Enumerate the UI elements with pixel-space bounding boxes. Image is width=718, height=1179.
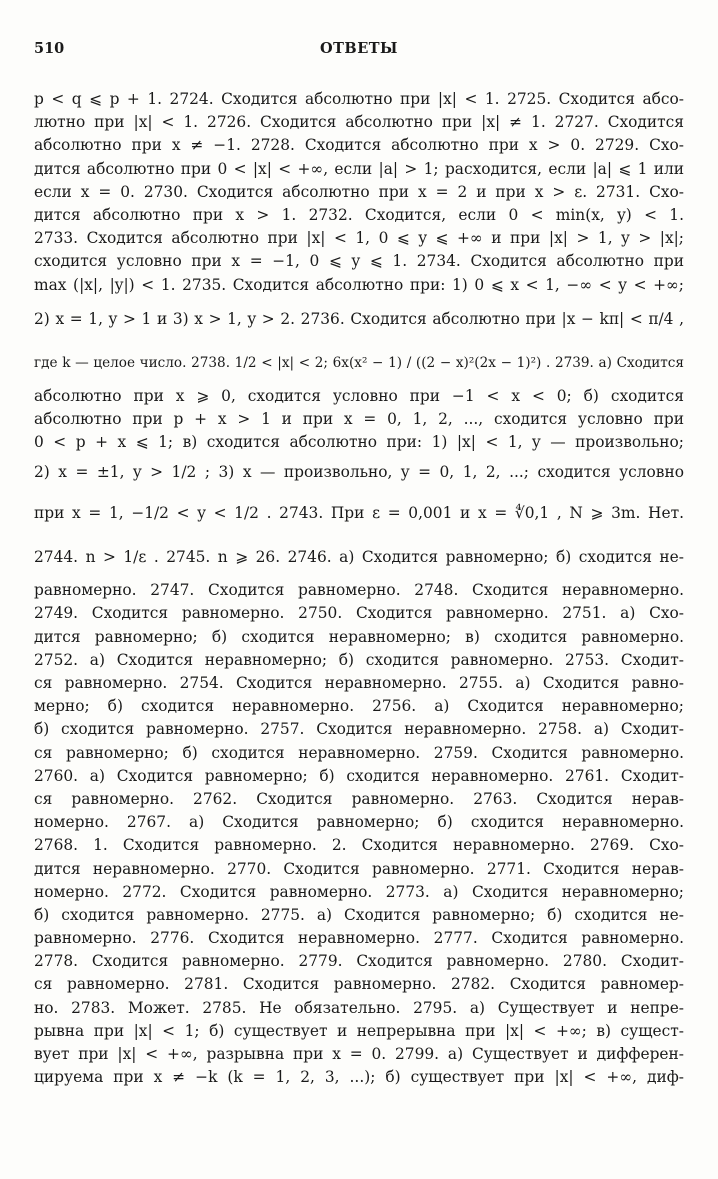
- text-line: абсолютно при x ≠ −1. 2728. Сходится абсолютно при x > 0. 2729. Схо-: [34, 136, 684, 155]
- text-line: 2778. Сходится равномерно. 2779. Сходится равномерно. 2780. Сходит-: [34, 952, 684, 971]
- text-line: вует при |x| < +∞, разрывна при x = 0. 2799. а) Существует и дифферен-: [34, 1045, 684, 1063]
- text-line: 2) x = 1, y > 1 и 3) x > 1, y > 2. 2736. Сходится абсолютно при |x − kπ| < π/4 ,: [34, 309, 684, 328]
- text-line: рывна при |x| < 1; б) существует и непрерывна при |x| < +∞; в) сущест-: [34, 1021, 684, 1040]
- text-line: дится равномерно; б) сходится неравномерно; в) сходится равномерно.: [34, 627, 684, 646]
- text-line: 2768. 1. Сходится равномерно. 2. Сходится неравномерно. 2769. Схо-: [34, 836, 684, 855]
- text-line: max (|x|, |y|) < 1. 2735. Сходится абсолютно при: 1) 0 ⩽ x < 1, −∞ < y < +∞;: [34, 275, 684, 294]
- text-line: если x = 0. 2730. Сходится абсолютно при x = 2 и при x > ε. 2731. Схо-: [34, 182, 684, 201]
- text-line: цируема при x ≠ −k (k = 1, 2, 3, ...); б) существует при |x| < +∞, диф-: [34, 1068, 684, 1087]
- text-line: номерно. 2772. Сходится равномерно. 2773. а) Сходится неравномерно;: [34, 882, 684, 901]
- text-line: б) сходится равномерно. 2757. Сходится неравномерно. 2758. а) Сходит-: [34, 720, 684, 739]
- running-head: ОТВЕТЫ: [320, 40, 398, 57]
- text-line: ся равномерно. 2781. Сходится равномерно. 2782. Сходится равномер-: [34, 975, 684, 994]
- text-line: дится абсолютно при x > 1. 2732. Сходится, если 0 < min(x, y) < 1.: [34, 205, 684, 224]
- text-line: мерно; б) сходится неравномерно. 2756. а) Сходится неравномерно;: [34, 697, 684, 716]
- answers-text: [34, 88, 684, 1089]
- text-line: p < q ⩽ p + 1. 2724. Сходится абсолютно при |x| < 1. 2725. Сходится абсо-: [34, 90, 684, 108]
- text-line: ся равномерно; б) сходится неравномерно. 2759. Сходится равномерно.: [34, 743, 684, 762]
- text-line: 2760. а) Сходится равномерно; б) сходится неравномерно. 2761. Сходит-: [34, 766, 684, 785]
- text-line: б) сходится равномерно. 2775. а) Сходится равномерно; б) сходится не-: [34, 905, 684, 924]
- page-number: 510: [34, 40, 65, 57]
- text-line: 2752. а) Сходится неравномерно; б) сходится равномерно. 2753. Сходит-: [34, 650, 684, 669]
- text-line: ся равномерно. 2754. Сходится неравномерно. 2755. а) Сходится равно-: [34, 674, 684, 692]
- text-line: дится неравномерно. 2770. Сходится равномерно. 2771. Сходится нерав-: [34, 859, 684, 878]
- text-line: но. 2783. Может. 2785. Не обязательно. 2795. а) Существует и непре-: [34, 998, 684, 1017]
- text-line: абсолютно при p + x > 1 и при x = 0, 1, 2, ..., сходится условно при: [34, 409, 684, 428]
- text-line: при x = 1, −1/2 < y < 1/2 . 2743. При ε = 0,001 и x = ∜0,1 , N ⩾ 3m. Нет.: [34, 504, 684, 523]
- text-line: сходится условно при x = −1, 0 ⩽ y ⩽ 1. 2734. Сходится абсолютно при: [34, 252, 684, 271]
- text-line: 2749. Сходится равномерно. 2750. Сходится равномерно. 2751. а) Схо-: [34, 604, 684, 623]
- page-header: [34, 40, 684, 62]
- text-line: 2733. Сходится абсолютно при |x| < 1, 0 ⩽ y ⩽ +∞ и при |x| > 1, y > |x|;: [34, 229, 684, 248]
- text-line: равномерно. 2747. Сходится равномерно. 2748. Сходится неравномерно.: [34, 581, 684, 600]
- text-line: 2744. n > 1/ε . 2745. n ⩾ 26. 2746. а) Сходится равномерно; б) сходится не-: [34, 548, 684, 567]
- text-line: номерно. 2767. а) Сходится равномерно; б) сходится неравномерно.: [34, 813, 684, 832]
- text-line: лютно при |x| < 1. 2726. Сходится абсолютно при |x| ≠ 1. 2727. Сходится: [34, 113, 684, 132]
- text-line: где k — целое число. 2738. 1/2 < |x| < 2; 6x(x² − 1) / ((2 − x)²(2x − 1)²) . 2739. а) Сходится: [34, 354, 684, 371]
- text-line: 0 < p + x ⩽ 1; в) сходится абсолютно при: 1) |x| < 1, y — произвольно;: [34, 433, 684, 452]
- text-line: 2) x = ±1, y > 1/2 ; 3) x — произвольно, y = 0, 1, 2, ...; сходится условно: [34, 463, 684, 482]
- text-line: равномерно. 2776. Сходится неравномерно. 2777. Сходится равномерно.: [34, 929, 684, 948]
- text-line: абсолютно при x ⩾ 0, сходится условно при −1 < x < 0; б) сходится: [34, 386, 684, 405]
- text-line: дится абсолютно при 0 < |x| < +∞, если |a| > 1; расходится, если |a| ⩽ 1 или: [34, 159, 684, 178]
- text-line: ся равномерно. 2762. Сходится равномерно. 2763. Сходится нерав-: [34, 789, 684, 808]
